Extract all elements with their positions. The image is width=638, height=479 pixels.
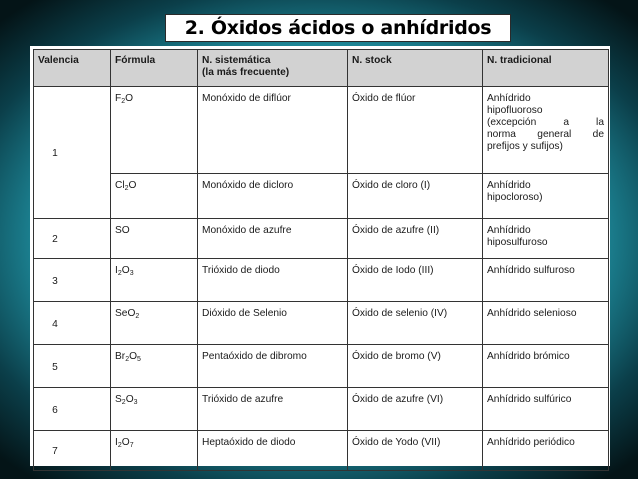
tradicional-cell	[483, 388, 609, 431]
valencia-cell: 3	[34, 259, 111, 302]
stock-cell: Óxido de Iodo (III)	[348, 259, 483, 302]
formula-cell: $I_2O_3$	[111, 259, 198, 302]
table-row	[34, 345, 609, 388]
table-row	[34, 174, 609, 219]
header-valencia: Valencia	[34, 50, 111, 87]
tradicional-line: Anhídrido sulfuroso	[487, 265, 575, 276]
valencia-cell: 7	[34, 431, 111, 471]
sistematica-cell: Trióxido de azufre	[198, 388, 348, 431]
table-header-row	[34, 50, 609, 87]
tradicional-line: (excepción a la	[487, 117, 604, 128]
tradicional-cell	[483, 431, 609, 471]
formula-cell: $Br_2O_5$	[111, 345, 198, 388]
header-stock: N. stock	[348, 50, 483, 87]
tradicional-line: prefijos y sufijos)	[487, 141, 563, 152]
tradicional-line: hipofluoroso	[487, 105, 543, 116]
tradicional-cell	[483, 259, 609, 302]
tradicional-cell	[483, 302, 609, 345]
stock-cell: Óxido de Yodo (VII)	[348, 431, 483, 471]
tradicional-cell	[483, 174, 609, 219]
header-tradicional: N. tradicional	[483, 50, 609, 87]
sistematica-cell: Monóxido de azufre	[198, 219, 348, 259]
tradicional-line: hipocloroso)	[487, 192, 543, 203]
formula-cell: SeO$_2$	[111, 302, 198, 345]
stock-cell: Óxido de azufre (VI)	[348, 388, 483, 431]
table-row	[34, 87, 609, 174]
valencia-cell: 4	[34, 302, 111, 345]
formula-cell: $S_2O_3$	[111, 388, 198, 431]
tradicional-line: Anhídrido	[487, 180, 531, 191]
sistematica-cell: Heptaóxido de diodo	[198, 431, 348, 471]
tradicional-cell	[483, 219, 609, 259]
table-row	[34, 219, 609, 259]
tradicional-cell	[483, 87, 609, 174]
tradicional-line: Anhídrido brómico	[487, 351, 570, 362]
tradicional-line: Anhídrido selenioso	[487, 308, 577, 319]
table-row	[34, 388, 609, 431]
stock-cell: Óxido de bromo (V)	[348, 345, 483, 388]
oxides-table-panel	[30, 46, 610, 466]
header-sistematica-line1: N. sistemática	[202, 55, 271, 66]
tradicional-cell	[483, 345, 609, 388]
header-sistematica-line2: (la más frecuente)	[202, 67, 290, 78]
tradicional-line: Anhídrido	[487, 225, 531, 236]
stock-cell: Óxido de flúor	[348, 87, 483, 174]
tradicional-line: norma general de	[487, 129, 604, 140]
tradicional-line: Anhídrido sulfúrico	[487, 394, 572, 405]
tradicional-line: Anhídrido periódico	[487, 437, 575, 448]
sistematica-cell: Trióxido de diodo	[198, 259, 348, 302]
formula-cell: $Cl_2O$	[111, 174, 198, 219]
slide-title: 2. Óxidos ácidos o anhídridos	[184, 17, 492, 39]
stock-cell: Óxido de selenio (IV)	[348, 302, 483, 345]
table-row	[34, 431, 609, 471]
formula-cell: SO	[111, 219, 198, 259]
sistematica-cell: Monóxido de dicloro	[198, 174, 348, 219]
tradicional-line: Anhídrido	[487, 93, 531, 104]
table-row	[34, 259, 609, 302]
slide-title-box	[165, 14, 511, 42]
oxides-table	[33, 49, 609, 471]
header-sistematica	[198, 50, 348, 87]
formula-cell: $I_2O_7$	[111, 431, 198, 471]
sistematica-cell: Dióxido de Selenio	[198, 302, 348, 345]
valencia-cell: 6	[34, 388, 111, 431]
valencia-cell: 2	[34, 219, 111, 259]
valencia-cell: 1	[34, 87, 111, 219]
formula-cell: $F_2O$	[111, 87, 198, 174]
stock-cell: Óxido de azufre (II)	[348, 219, 483, 259]
valencia-cell: 5	[34, 345, 111, 388]
sistematica-cell: Monóxido de diflúor	[198, 87, 348, 174]
sistematica-cell: Pentaóxido de dibromo	[198, 345, 348, 388]
stock-cell: Óxido de cloro (I)	[348, 174, 483, 219]
header-formula: Fórmula	[111, 50, 198, 87]
tradicional-line: hiposulfuroso	[487, 237, 548, 248]
table-row	[34, 302, 609, 345]
